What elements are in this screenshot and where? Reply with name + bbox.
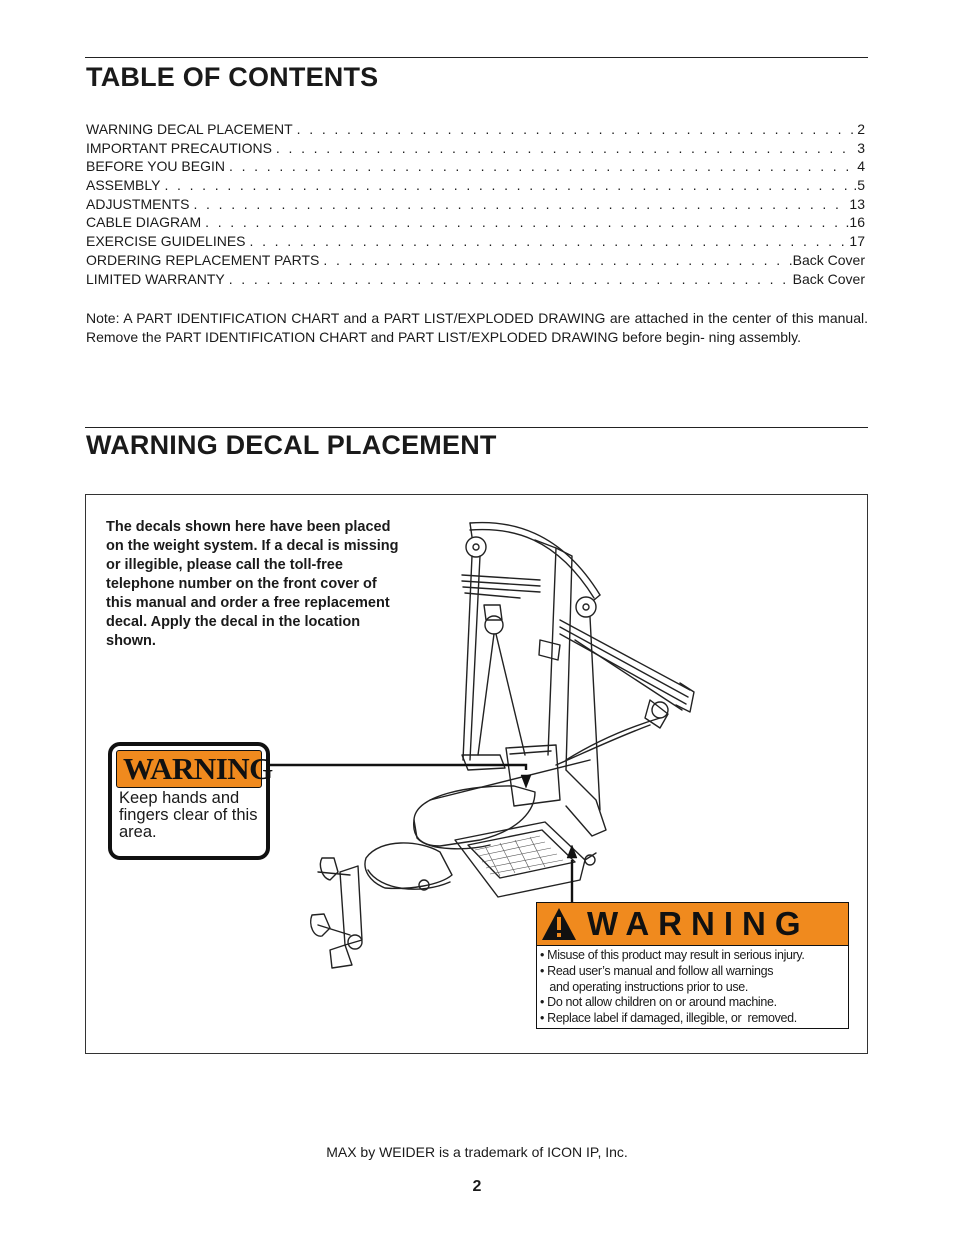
- warning-decal-small: [108, 742, 273, 860]
- toc-entry-page: Back Cover: [792, 270, 865, 287]
- warning-decal-small-header: [116, 750, 273, 788]
- toc-entry-title: ORDERING REPLACEMENT PARTS: [86, 251, 320, 268]
- warning-decal-large-list: [540, 948, 805, 1027]
- toc-entry-title: ADJUSTMENTS: [86, 195, 190, 212]
- toc-entry-title: WARNING DECAL PLACEMENT: [86, 121, 293, 137]
- warning-decal-line: • Misuse of this product may result in serious injury.: [540, 948, 805, 962]
- warning-decal-large-header: [537, 903, 848, 946]
- toc-entry-page: .16: [845, 214, 865, 231]
- toc-entry-title: CABLE DIAGRAM: [86, 214, 202, 231]
- warning-decal-small-text: Keep hands and fingers clear of this area.: [119, 789, 258, 841]
- toc-entry-page: .Back Cover: [788, 251, 865, 268]
- warning-decal-large-heading: WARNING: [587, 905, 810, 942]
- decal-instructions: The decals shown here have been placed on the weight system. If a decal is missing or illegible, please call the toll-free telephone number on the front cover of this manual and order a free replacement decal. Apply the decal in the location shown.: [106, 519, 399, 649]
- warning-decal-large: [536, 902, 849, 1029]
- warning-decal-line: • Read user’s manual and follow all warnings: [540, 963, 774, 978]
- warning-decal-line: • Do not allow children on or around machine.: [540, 995, 777, 1010]
- toc-entry-page: 17: [849, 233, 865, 250]
- warning-triangle-icon: [541, 907, 577, 941]
- toc-note: Note: A PART IDENTIFICATION CHART and a PART LIST/EXPLODED DRAWING are attached in the center of this manual. Remove the PART IDENTIFICATION CHART and PART LIST/EXPLODED DRAWING before begin- ning assembly.: [86, 310, 868, 345]
- toc-entry-page: 13: [849, 195, 865, 212]
- trademark-notice: MAX by WEIDER is a trademark of ICON IP, Inc.: [326, 1144, 628, 1160]
- toc-entry-page: 2: [857, 121, 865, 137]
- warning-decal-small-heading: WARNING: [123, 751, 273, 786]
- warning-decal-line: • Replace label if damaged, illegible, or removed.: [540, 1011, 797, 1026]
- toc-entry-title: BEFORE YOU BEGIN: [86, 158, 225, 175]
- toc-heading: TABLE OF CONTENTS: [86, 62, 379, 92]
- toc-entry-title: IMPORTANT PRECAUTIONS: [86, 139, 272, 156]
- toc-entry-page: 3: [857, 139, 865, 156]
- toc-entry-title: LIMITED WARRANTY: [86, 270, 225, 287]
- warning-decal-line: and operating instructions prior to use.: [540, 979, 748, 994]
- toc-entry-page: 4: [857, 158, 865, 175]
- toc-entry-title: ASSEMBLY: [86, 177, 161, 194]
- page-number: 2: [472, 1178, 482, 1195]
- decal-section-heading: WARNING DECAL PLACEMENT: [86, 430, 497, 460]
- toc-entry-title: EXERCISE GUIDELINES: [86, 233, 246, 250]
- toc-entry-page: .5: [853, 177, 865, 194]
